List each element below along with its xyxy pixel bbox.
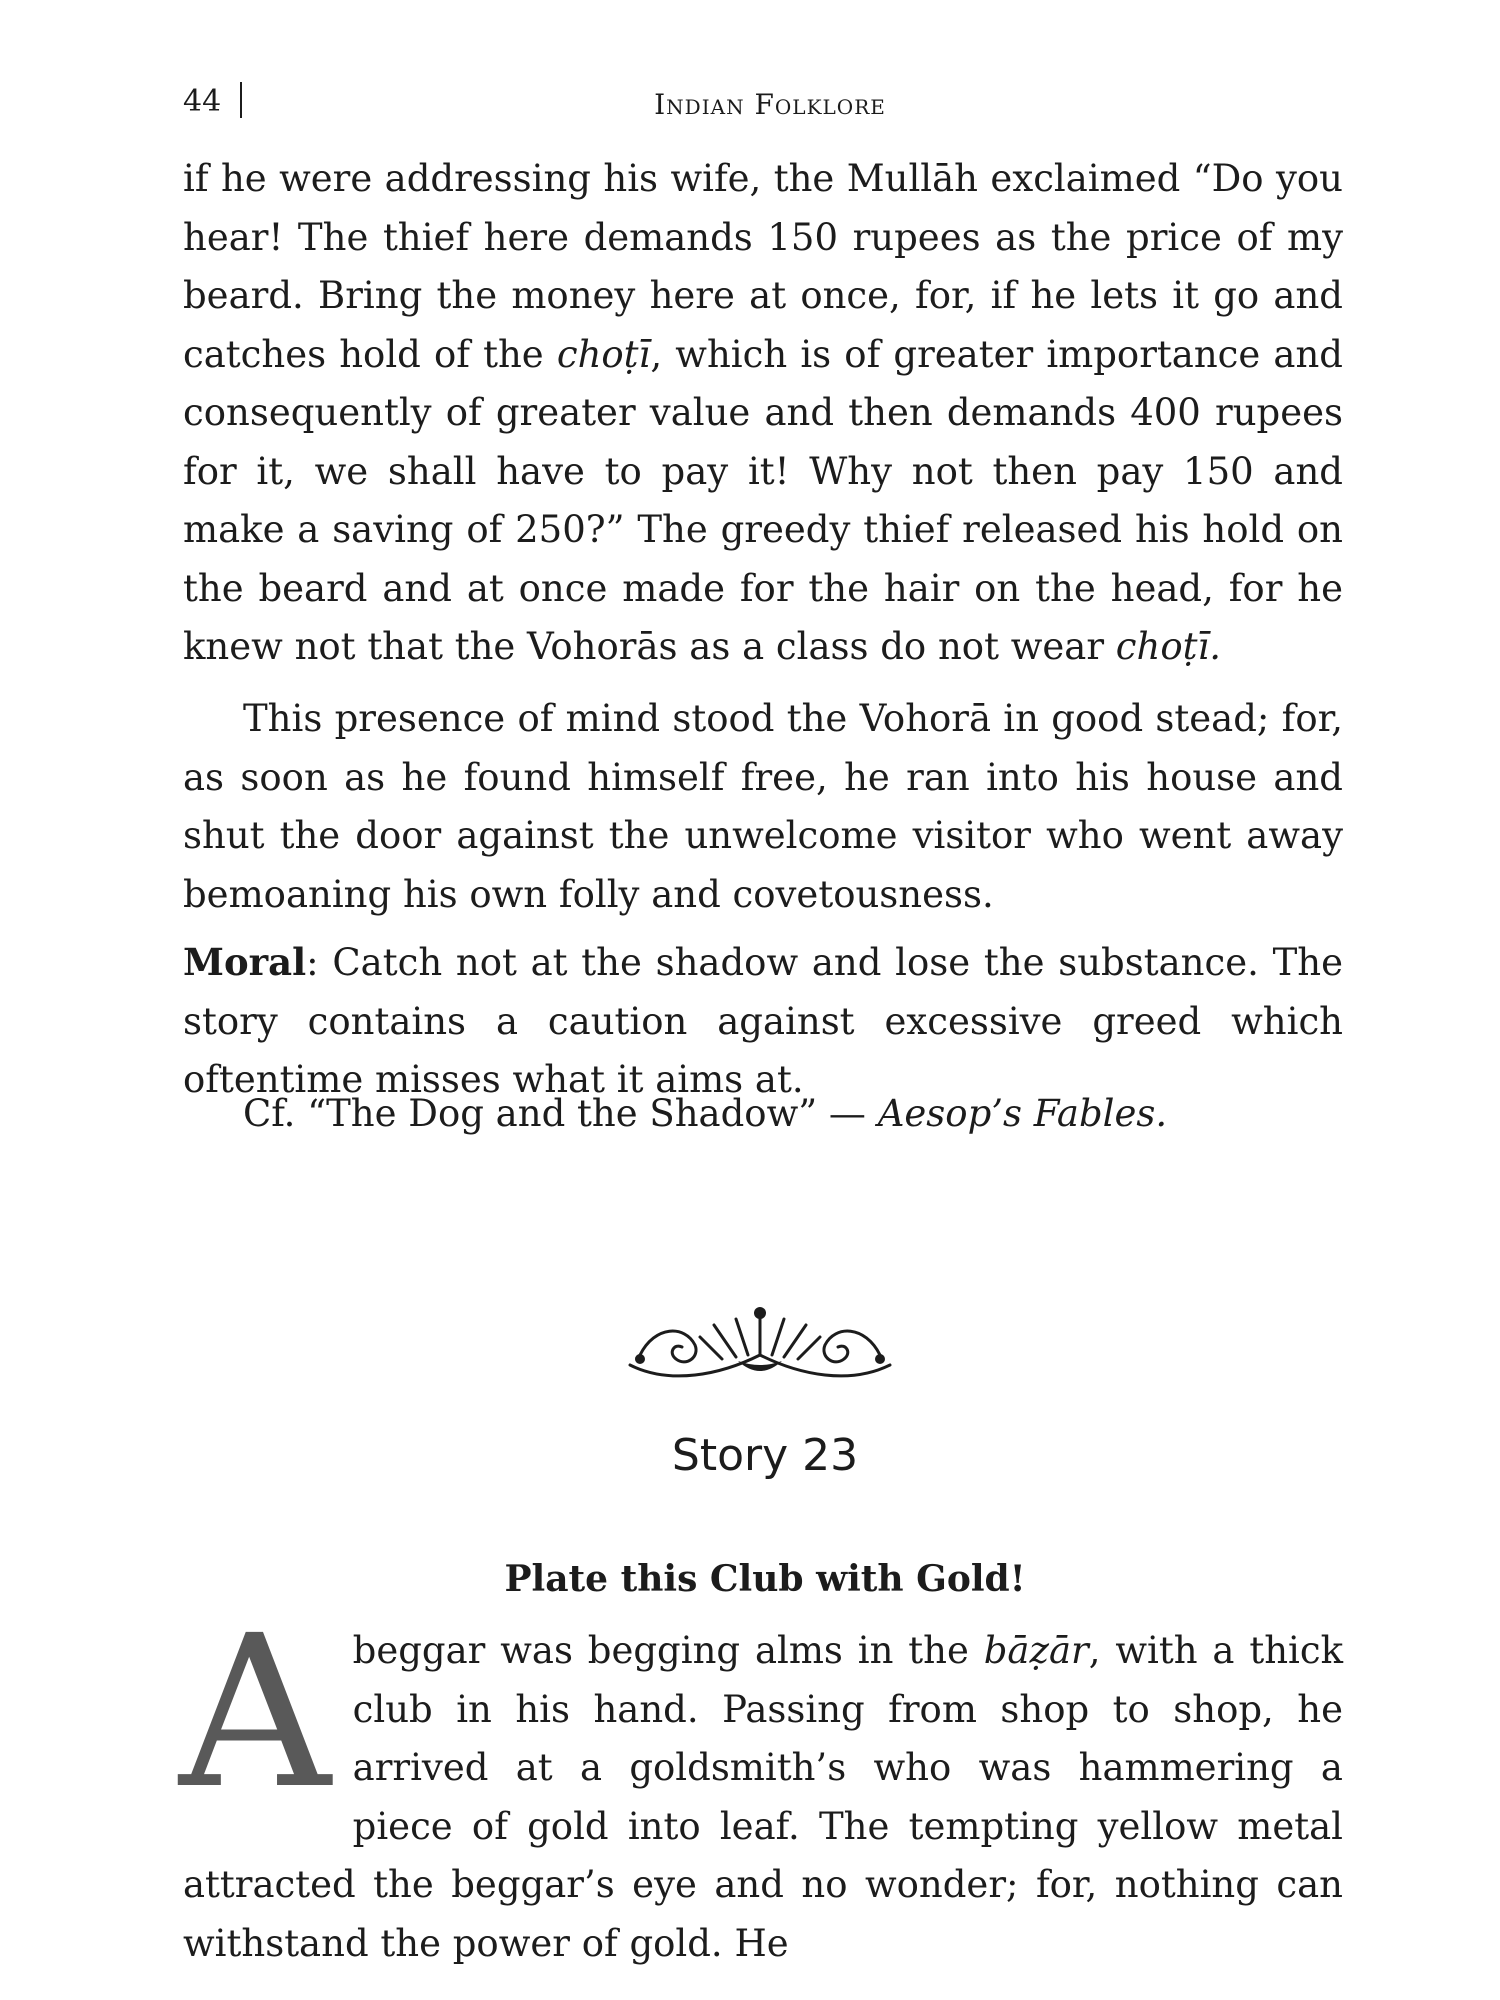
page-number: 44 bbox=[183, 84, 222, 119]
paragraph-escape bbox=[183, 690, 1343, 924]
moral-text: : Catch not at the shadow and lose the substance. The story contains a caution against excessive greed which oftentime misses what it aims at. bbox=[183, 941, 1343, 1101]
story-title: Plate this Club with Gold! bbox=[504, 1558, 1026, 1600]
moral-paragraph bbox=[183, 933, 1343, 1110]
story-opening-paragraph bbox=[179, 1590, 1344, 1973]
story-text: , with a thick club in his hand. Passing from shop to shop, he arrived at a goldsmith’s who was hammering a piece of gold into leaf. The tempting yellow metal attracted the beggar’s eye and no wonder; for, nothing can withstand the power of gold. He bbox=[183, 1629, 1344, 1965]
italic-term: bāẓār bbox=[983, 1629, 1089, 1672]
story-text: beggar was begging alms in the bbox=[352, 1629, 984, 1672]
italic-term: choṭī bbox=[556, 332, 651, 376]
decorative-ornament-icon bbox=[610, 1295, 910, 1395]
story-number: Story 23 bbox=[671, 1430, 859, 1481]
paragraph-text: , which is of greater importance and consequently of greater value and then demands 400 rupees for it, we shall have to pay it! Why not then pay 150 and make a saving of 250?” The greedy thief released his hold on the beard and at once made for the hair on the head, for he knew not that the Vohorās as a class do not wear bbox=[183, 332, 1343, 668]
book-title: Indian Folklore bbox=[654, 88, 886, 121]
moral-label: Moral bbox=[183, 940, 307, 984]
italic-term: choṭī. bbox=[1115, 625, 1222, 668]
drop-cap: A bbox=[179, 1590, 331, 1835]
paragraph-continuation bbox=[183, 150, 1343, 677]
running-head bbox=[0, 78, 1500, 128]
paragraph-text: if he were addressing his wife, the Mullāh exclaimed “Do you hear! The thief here demands 150 rupees as the price of my beard. Bring the money here at once, for, if he lets it go and catches hold of the bbox=[183, 157, 1343, 376]
cf-reference bbox=[183, 1085, 1343, 1144]
cf-source: Aesop’s Fables. bbox=[877, 1092, 1168, 1135]
cf-text: Cf. “The Dog and the Shadow” — bbox=[243, 1092, 878, 1135]
paragraph-text: This presence of mind stood the Vohorā in good stead; for, as soon as he found himself free, he ran into his house and shut the door against the unwelcome visitor who went away bemoaning his own folly and covetousness. bbox=[183, 697, 1343, 916]
